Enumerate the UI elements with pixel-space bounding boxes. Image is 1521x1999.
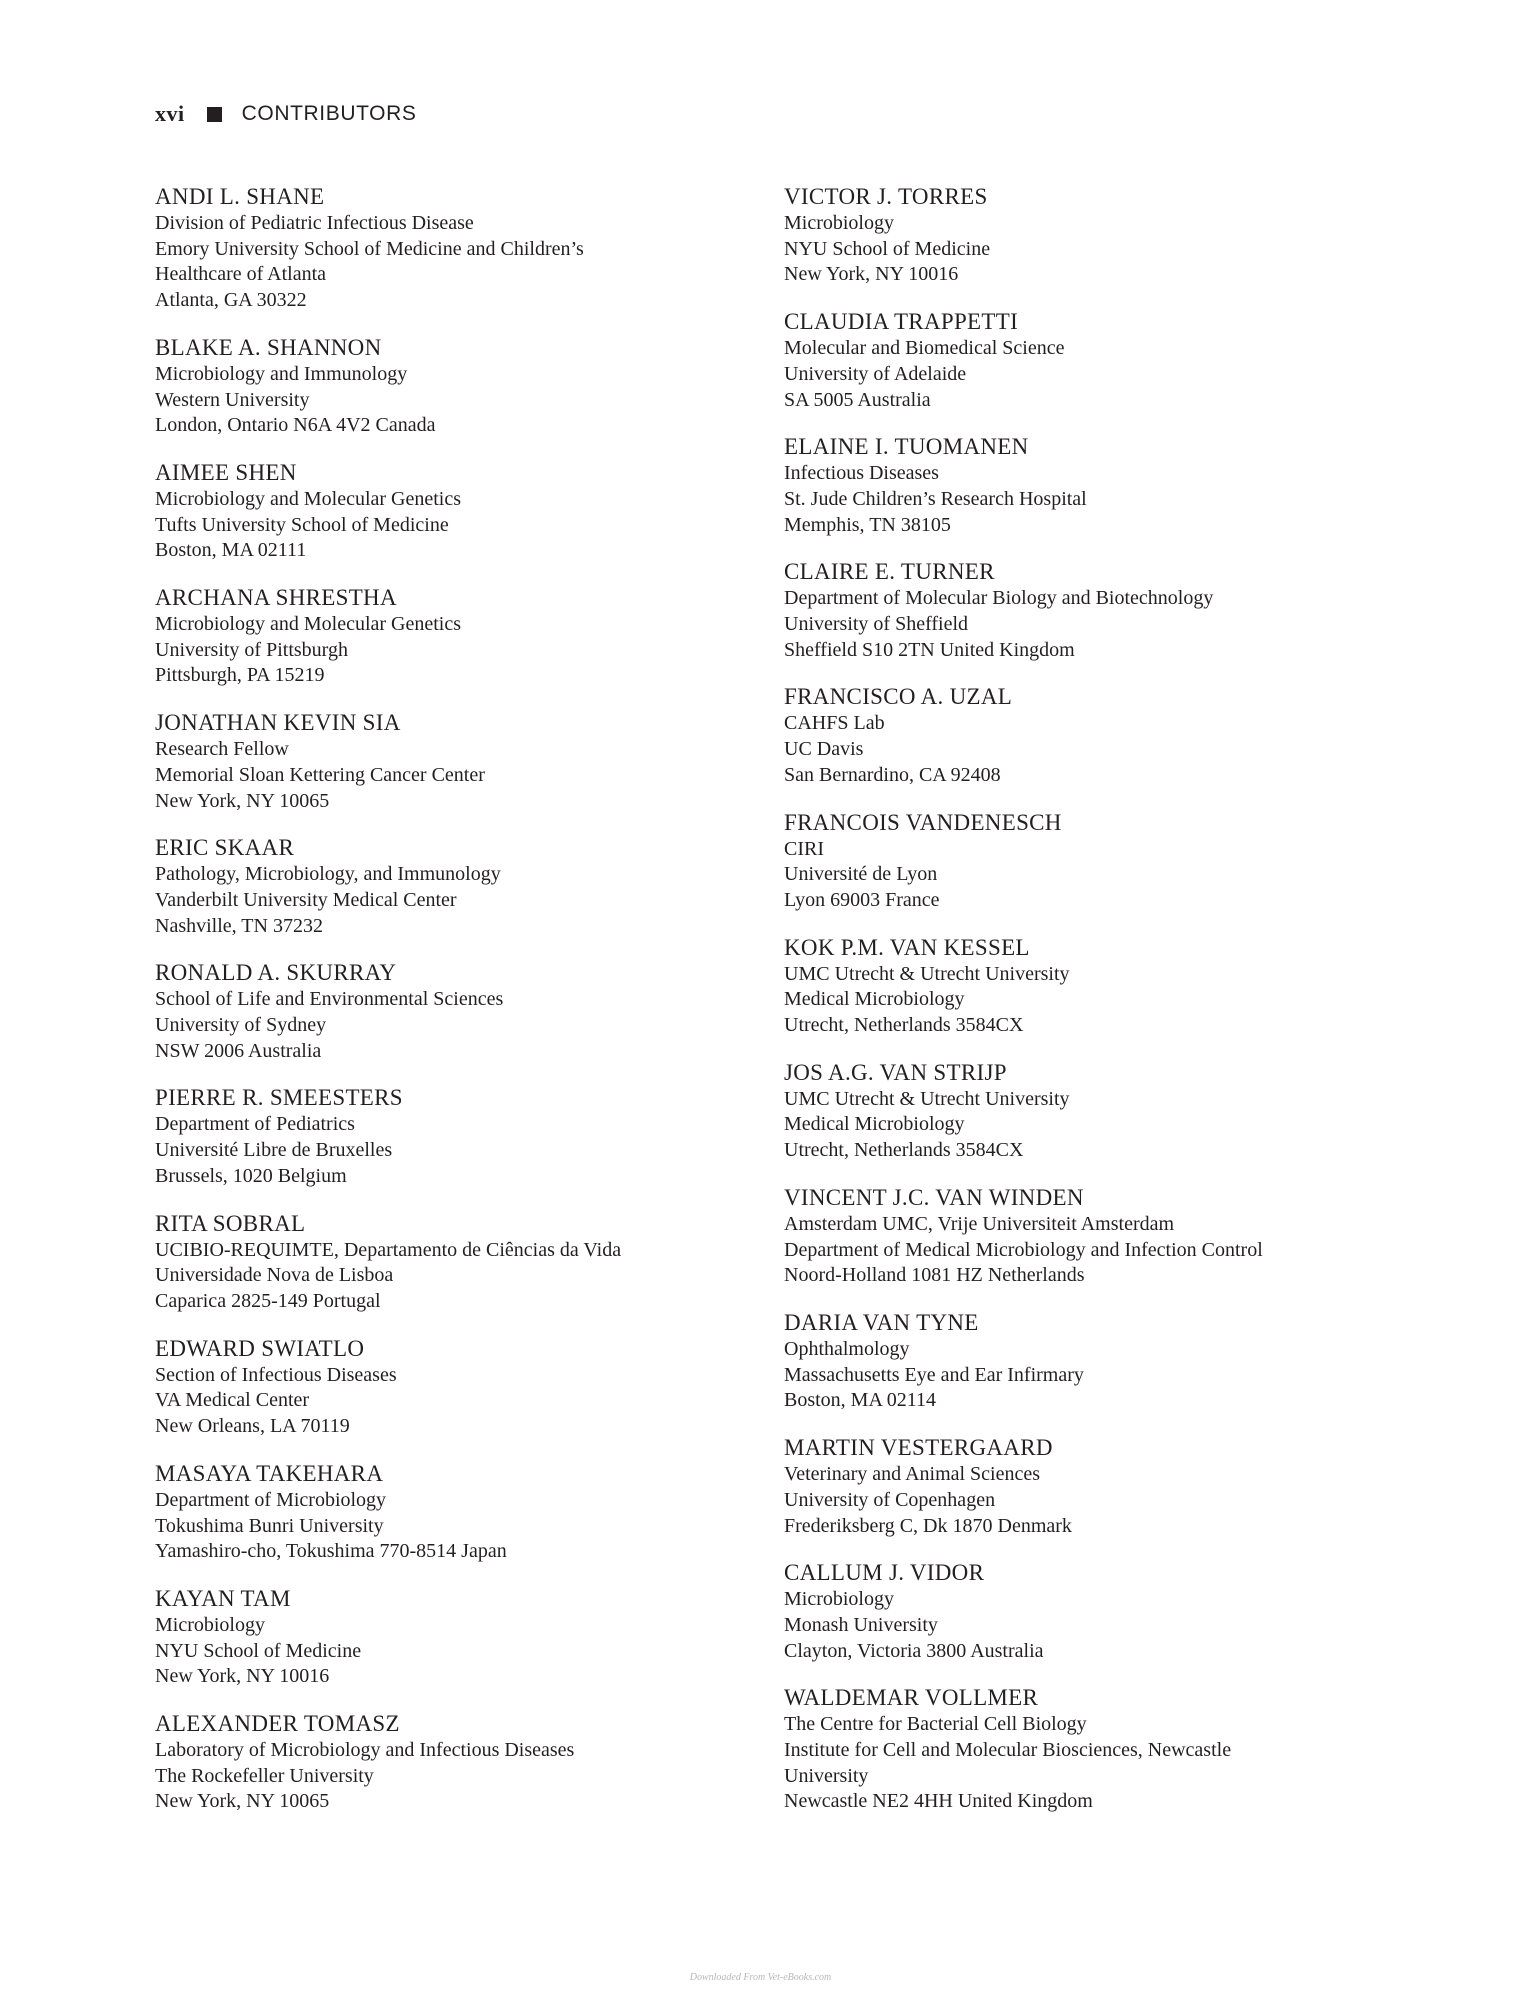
affiliation-line: UCIBIO-REQUIMTE, Departamento de Ciências da Vida <box>155 1238 622 1261</box>
contributor-entry <box>155 1335 775 1440</box>
contributor-name: FRANCISCO A. UZAL <box>784 684 1013 710</box>
affiliation-line: Laboratory of Microbiology and Infectious Diseases <box>155 1739 575 1762</box>
contributor-entry <box>784 683 1384 788</box>
affiliation-line: Tufts University School of Medicine <box>155 513 449 536</box>
contributor-entry <box>155 834 775 939</box>
affiliation-line: Tokushima Bunri University <box>155 1514 384 1537</box>
contributor-entry <box>784 1309 1384 1414</box>
contributor-entry <box>784 1684 1384 1815</box>
affiliation-line: Vanderbilt University Medical Center <box>155 888 457 911</box>
affiliation-line: University of Sheffield <box>784 613 969 636</box>
contributor-name: JONATHAN KEVIN SIA <box>155 710 401 736</box>
contributor-name: JOS A.G. VAN STRIJP <box>784 1059 1007 1085</box>
affiliation-line: Massachusetts Eye and Ear Infirmary <box>784 1363 1084 1386</box>
contributor-entry <box>155 459 775 564</box>
contributor-name: MARTIN VESTERGAARD <box>784 1435 1053 1461</box>
contributors-right-column <box>784 183 1384 1835</box>
affiliation-line: Memorial Sloan Kettering Cancer Center <box>155 763 485 786</box>
contributor-entry <box>784 1559 1384 1664</box>
contributor-name: RITA SOBRAL <box>155 1210 306 1236</box>
contributor-entry <box>155 709 775 814</box>
affiliation-line: Microbiology and Immunology <box>155 362 408 385</box>
contributor-name: MASAYA TAKEHARA <box>155 1460 384 1486</box>
contributor-entry <box>784 1059 1384 1164</box>
affiliation-line: Western University <box>155 388 310 411</box>
affiliation-line: Microbiology <box>784 212 894 234</box>
contributor-entry <box>784 1184 1384 1289</box>
affiliation-line: Molecular and Biomedical Science <box>784 337 1065 360</box>
affiliation-line: Université Libre de Bruxelles <box>155 1139 393 1162</box>
contributor-entry <box>155 1084 775 1189</box>
affiliation-line: Department of Pediatrics <box>155 1113 355 1136</box>
affiliation-line: Department of Microbiology <box>155 1488 387 1511</box>
contributor-name: KAYAN TAM <box>155 1585 291 1611</box>
contributor-name: KOK P.M. VAN KESSEL <box>784 934 1030 960</box>
affiliation-line: Infectious Diseases <box>784 462 939 485</box>
affiliation-line: NSW 2006 Australia <box>155 1039 322 1062</box>
contributor-name: ERIC SKAAR <box>155 835 295 861</box>
affiliation-line: NYU School of Medicine <box>155 1639 362 1662</box>
affiliation-line: Microbiology and Molecular Genetics <box>155 487 462 510</box>
footer-watermark: Downloaded From Vet-eBooks.com <box>689 1972 832 1983</box>
affiliation-line: Medical Microbiology <box>784 988 965 1011</box>
contributor-name: CLAUDIA TRAPPETTI <box>784 309 1019 335</box>
contributor-entry <box>155 584 775 689</box>
affiliation-line: University of Pittsburgh <box>155 638 348 661</box>
affiliation-line: University of Copenhagen <box>784 1488 996 1511</box>
affiliation-line: The Rockefeller University <box>155 1764 374 1787</box>
affiliation-line: San Bernardino, CA 92408 <box>784 763 1001 786</box>
affiliation-line: UMC Utrecht & Utrecht University <box>784 962 1070 985</box>
affiliation-line: Pittsburgh, PA 15219 <box>155 664 325 687</box>
affiliation-line: Universidade Nova de Lisboa <box>155 1264 394 1287</box>
affiliation-line: Utrecht, Netherlands 3584CX <box>784 1139 1024 1162</box>
affiliation-line: London, Ontario N6A 4V2 Canada <box>155 414 436 437</box>
contributor-name: ALEXANDER TOMASZ <box>155 1711 400 1737</box>
contributor-entry <box>784 809 1384 914</box>
contributor-entry <box>155 183 775 314</box>
contributor-entry <box>784 308 1384 413</box>
contributor-name: WALDEMAR VOLLMER <box>784 1685 1039 1711</box>
affiliation-line: CIRI <box>784 837 824 860</box>
contributor-name: ARCHANA SHRESTHA <box>155 585 397 611</box>
contributor-entry <box>784 1434 1384 1539</box>
affiliation-line: Lyon 69003 France <box>784 888 940 911</box>
contributor-entry <box>784 433 1384 538</box>
affiliation-line: Microbiology and Molecular Genetics <box>155 613 462 636</box>
contributor-name: DARIA VAN TYNE <box>784 1309 979 1335</box>
contributor-entry <box>784 558 1384 663</box>
affiliation-line: Department of Molecular Biology and Biotechnology <box>784 587 1214 610</box>
affiliation-line: Amsterdam UMC, Vrije Universiteit Amsterdam <box>784 1212 1175 1235</box>
affiliation-line: New York, NY 10065 <box>155 1790 330 1813</box>
affiliation-line: The Centre for Bacterial Cell Biology <box>784 1713 1087 1736</box>
affiliation-line: Department of Medical Microbiology and Infection Control <box>784 1238 1263 1261</box>
affiliation-line: Caparica 2825-149 Portugal <box>155 1289 381 1312</box>
contributors-left-column <box>155 183 775 1835</box>
affiliation-line: CAHFS Lab <box>784 712 885 735</box>
contributor-entry <box>155 1460 775 1565</box>
contributor-name: VINCENT J.C. VAN WINDEN <box>784 1184 1084 1210</box>
contributor-name: RONALD A. SKURRAY <box>155 960 397 986</box>
affiliation-line: Brussels, 1020 Belgium <box>155 1164 347 1187</box>
affiliation-line: UMC Utrecht & Utrecht University <box>784 1087 1070 1110</box>
affiliation-line: Healthcare of Atlanta <box>155 263 327 286</box>
affiliation-line: Microbiology <box>155 1613 265 1636</box>
affiliation-line: Medical Microbiology <box>784 1113 965 1136</box>
affiliation-line: Ophthalmology <box>784 1337 910 1360</box>
contributor-name: PIERRE R. SMEESTERS <box>155 1085 403 1111</box>
affiliation-line: New Orleans, LA 70119 <box>155 1415 350 1438</box>
page-number: xvi <box>155 101 185 126</box>
affiliation-line: Clayton, Victoria 3800 Australia <box>784 1639 1044 1662</box>
affiliation-line: University <box>784 1764 869 1787</box>
affiliation-line: Pathology, Microbiology, and Immunology <box>155 863 501 886</box>
affiliation-line: Utrecht, Netherlands 3584CX <box>784 1014 1024 1037</box>
affiliation-line: Frederiksberg C, Dk 1870 Denmark <box>784 1514 1072 1537</box>
contributor-name: CALLUM J. VIDOR <box>784 1560 985 1586</box>
affiliation-line: Université de Lyon <box>784 863 938 886</box>
affiliation-line: University of Adelaide <box>784 362 967 385</box>
contributor-name: BLAKE A. SHANNON <box>155 334 382 360</box>
affiliation-line: Newcastle NE2 4HH United Kingdom <box>784 1790 1093 1813</box>
affiliation-line: New York, NY 10016 <box>155 1665 330 1688</box>
contributor-entry <box>155 334 775 439</box>
contributor-name: CLAIRE E. TURNER <box>784 559 995 585</box>
affiliation-line: Boston, MA 02111 <box>155 539 307 562</box>
affiliation-line: Institute for Cell and Molecular Biosciences, Newcastle <box>784 1739 1232 1762</box>
affiliation-line: Memphis, TN 38105 <box>784 513 951 536</box>
affiliation-line: Research Fellow <box>155 738 289 761</box>
affiliation-line: Emory University School of Medicine and Children’s <box>155 237 584 260</box>
contributor-entry <box>155 1710 775 1815</box>
affiliation-line: Nashville, TN 37232 <box>155 914 323 937</box>
square-bullet-icon <box>207 107 222 122</box>
affiliation-line: School of Life and Environmental Sciences <box>155 988 504 1011</box>
contributor-name: VICTOR J. TORRES <box>784 184 988 209</box>
affiliation-line: Noord-Holland 1081 HZ Netherlands <box>784 1264 1085 1287</box>
affiliation-line: Boston, MA 02114 <box>784 1389 937 1412</box>
affiliation-line: St. Jude Children’s Research Hospital <box>784 487 1087 510</box>
affiliation-line: New York, NY 10016 <box>784 263 959 286</box>
affiliation-line: New York, NY 10065 <box>155 789 330 812</box>
contributor-entry <box>155 959 775 1064</box>
contributor-entry <box>784 934 1384 1039</box>
contributor-entry <box>784 183 1384 288</box>
contributor-name: FRANCOIS VANDENESCH <box>784 809 1062 835</box>
affiliation-line: Section of Infectious Diseases <box>155 1363 397 1386</box>
affiliation-line: SA 5005 Australia <box>784 388 931 411</box>
contributor-entry <box>155 1585 775 1690</box>
contributor-name: AIMEE SHEN <box>155 459 297 485</box>
contributor-name: EDWARD SWIATLO <box>155 1335 365 1361</box>
affiliation-line: UC Davis <box>784 738 864 761</box>
affiliation-line: Sheffield S10 2TN United Kingdom <box>784 638 1075 661</box>
section-title: CONTRIBUTORS <box>241 102 417 125</box>
affiliation-line: Monash University <box>784 1613 938 1636</box>
running-header <box>155 100 416 128</box>
affiliation-line: VA Medical Center <box>155 1389 310 1412</box>
affiliation-line: University of Sydney <box>155 1014 327 1037</box>
affiliation-line: Division of Pediatric Infectious Disease <box>155 212 474 234</box>
contributor-entry <box>155 1210 775 1315</box>
affiliation-line: NYU School of Medicine <box>784 237 991 260</box>
affiliation-line: Veterinary and Animal Sciences <box>784 1463 1041 1486</box>
affiliation-line: Yamashiro-cho, Tokushima 770-8514 Japan <box>155 1540 507 1563</box>
affiliation-line: Atlanta, GA 30322 <box>155 289 307 312</box>
affiliation-line: Microbiology <box>784 1588 894 1611</box>
contributor-name: ANDI L. SHANE <box>155 184 325 209</box>
contributor-name: ELAINE I. TUOMANEN <box>784 434 1029 460</box>
